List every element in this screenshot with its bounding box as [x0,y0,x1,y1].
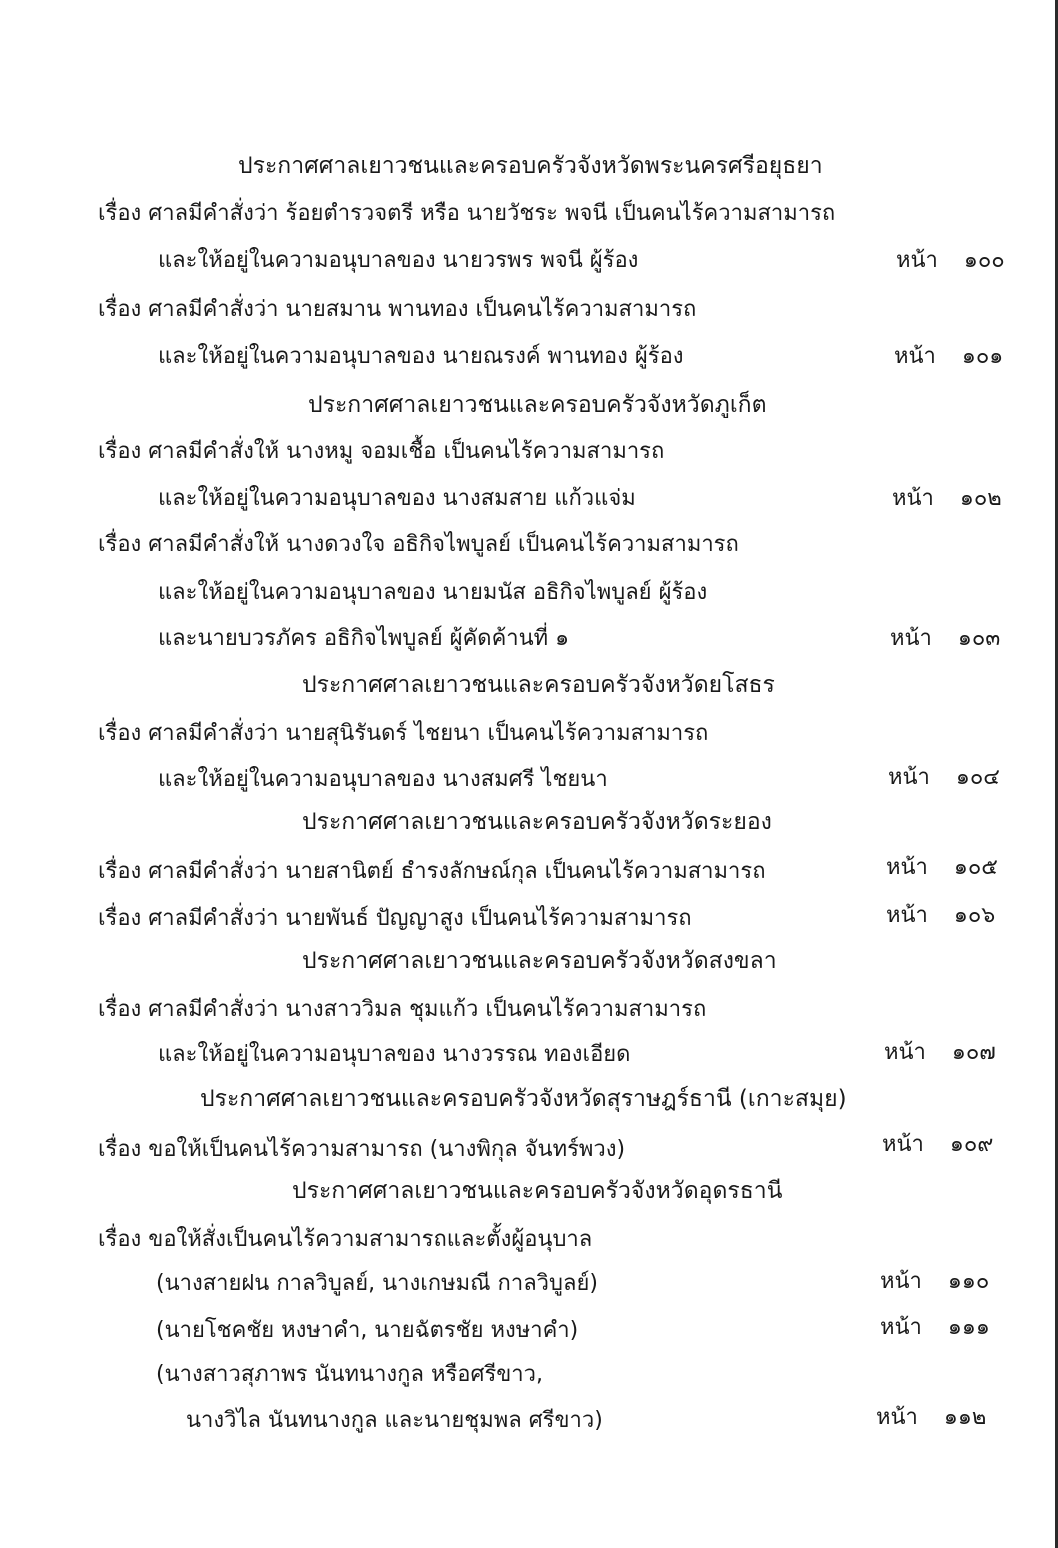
entry-line: (นางสายฝน กาลวิบูลย์, นางเกษมณี กาลวิบูลย์) [156,1271,598,1296]
page-reference [892,484,1002,514]
entry-line: และให้อยู่ในความอนุบาลของ นางสมสาย แก้วแจ่ม [158,486,636,511]
entry-line: เรื่อง ศาลมีคำสั่งว่า นายสมาน พานทอง เป็นคนไร้ความสามารถ [98,297,697,322]
entry-line: เรื่อง ศาลมีคำสั่งว่า นายสานิตย์ ธำรงลักษณ์กุล เป็นคนไร้ความสามารถ [98,859,766,884]
page-number: ๑๐๕ [953,855,998,880]
page-reference [886,901,995,931]
page-label: หน้า [888,765,930,790]
page-reference [880,1313,990,1343]
page-label: หน้า [894,344,936,369]
entry-line: และให้อยู่ในความอนุบาลของ นายวรพร พจนี ผู้ร้อง [158,248,639,273]
entry-line: และให้อยู่ในความอนุบาลของ นางสมศรี ไชยนา [158,767,608,792]
entry-line: เรื่อง ศาลมีคำสั่งให้ นางดวงใจ อธิกิจไพบูลย์ เป็นคนไร้ความสามารถ [98,532,739,557]
page-number: ๑๐๙ [949,1132,994,1157]
page-label: หน้า [896,248,938,273]
page-number: ๑๑๑ [947,1315,990,1340]
page-reference [882,1130,993,1160]
page-label: หน้า [890,626,932,651]
page-number: ๑๐๓ [957,626,1001,651]
page-number: ๑๑๒ [943,1405,987,1430]
page-number: ๑๐๖ [953,903,996,928]
entry-line: เรื่อง ขอให้เป็นคนไร้ความสามารถ (นางพิกุล จันทร์พวง) [98,1137,626,1162]
entry-line: นางวิไล นันทนางกูล และนายชุมพล ศรีขาว) [186,1408,603,1433]
page-label: หน้า [880,1315,922,1340]
entry-line: เรื่อง ขอให้สั่งเป็นคนไร้ความสามารถและตั้งผู้อนุบาล [98,1227,593,1252]
entry-line: และให้อยู่ในความอนุบาลของ นางวรรณ ทองเอียด [158,1042,631,1067]
section-heading: ประกาศศาลเยาวชนและครอบครัวจังหวัดสุราษฎร์ธานี (เกาะสมุย) [200,1086,847,1112]
section-heading: ประกาศศาลเยาวชนและครอบครัวจังหวัดยโสธร [302,672,775,698]
entry-line: เรื่อง ศาลมีคำสั่งว่า นางสาววิมล ชุมแก้ว เป็นคนไร้ความสามารถ [98,997,707,1022]
page-number: ๑๐๐ [963,248,1005,273]
page-label: หน้า [884,1040,926,1065]
page-label: หน้า [880,1269,922,1294]
entry-line: เรื่อง ศาลมีคำสั่งว่า ร้อยตำรวจตรี หรือ นายวัชระ พจนี เป็นคนไร้ความสามารถ [98,201,836,226]
entry-line: เรื่อง ศาลมีคำสั่งว่า นายสุนิรันดร์ ไชยนา เป็นคนไร้ความสามารถ [98,721,709,746]
entry-line: (นางสาวสุภาพร นันทนางกูล หรือศรีขาว, [156,1362,544,1387]
page-number: ๑๐๔ [955,765,1000,790]
page-reference [896,246,1005,276]
page-reference [880,1267,989,1297]
page-reference [888,763,1000,793]
page-reference [876,1403,986,1433]
page-label: หน้า [892,486,934,511]
entry-line: และนายบวรภัคร อธิกิจไพบูลย์ ผู้คัดค้านที่ ๑ [158,626,570,651]
section-heading: ประกาศศาลเยาวชนและครอบครัวจังหวัดพระนครศรีอยุธยา [238,153,823,179]
page-label: หน้า [886,903,928,928]
entry-line: และให้อยู่ในความอนุบาลของ นายณรงค์ พานทอง ผู้ร้อง [158,344,684,369]
page-number: ๑๐๑ [961,344,1004,369]
page-reference [894,342,1003,372]
page-label: หน้า [882,1132,924,1157]
page-reference [886,853,998,883]
page-number: ๑๑๐ [947,1269,990,1294]
page-number: ๑๐๗ [951,1040,996,1065]
page-reference [884,1038,996,1068]
entry-line: และให้อยู่ในความอนุบาลของ นายมนัส อธิกิจไพบูลย์ ผู้ร้อง [158,580,708,605]
page-number: ๑๐๒ [959,486,1002,511]
page-label: หน้า [886,855,928,880]
entry-line: เรื่อง ศาลมีคำสั่งให้ นางหมู จอมเชื้อ เป็นคนไร้ความสามารถ [98,439,665,464]
section-heading: ประกาศศาลเยาวชนและครอบครัวจังหวัดอุดรธานี [292,1178,783,1204]
section-heading: ประกาศศาลเยาวชนและครอบครัวจังหวัดภูเก็ต [308,392,767,418]
entry-line: เรื่อง ศาลมีคำสั่งว่า นายพันธ์ ปัญญาสูง เป็นคนไร้ความสามารถ [98,906,692,931]
page-label: หน้า [876,1405,918,1430]
page-reference [890,624,1000,654]
section-heading: ประกาศศาลเยาวชนและครอบครัวจังหวัดสงขลา [302,948,777,974]
section-heading: ประกาศศาลเยาวชนและครอบครัวจังหวัดระยอง [302,809,772,835]
entry-line: (นายโชคชัย หงษาคำ, นายฉัตรชัย หงษาคำ) [156,1318,579,1343]
